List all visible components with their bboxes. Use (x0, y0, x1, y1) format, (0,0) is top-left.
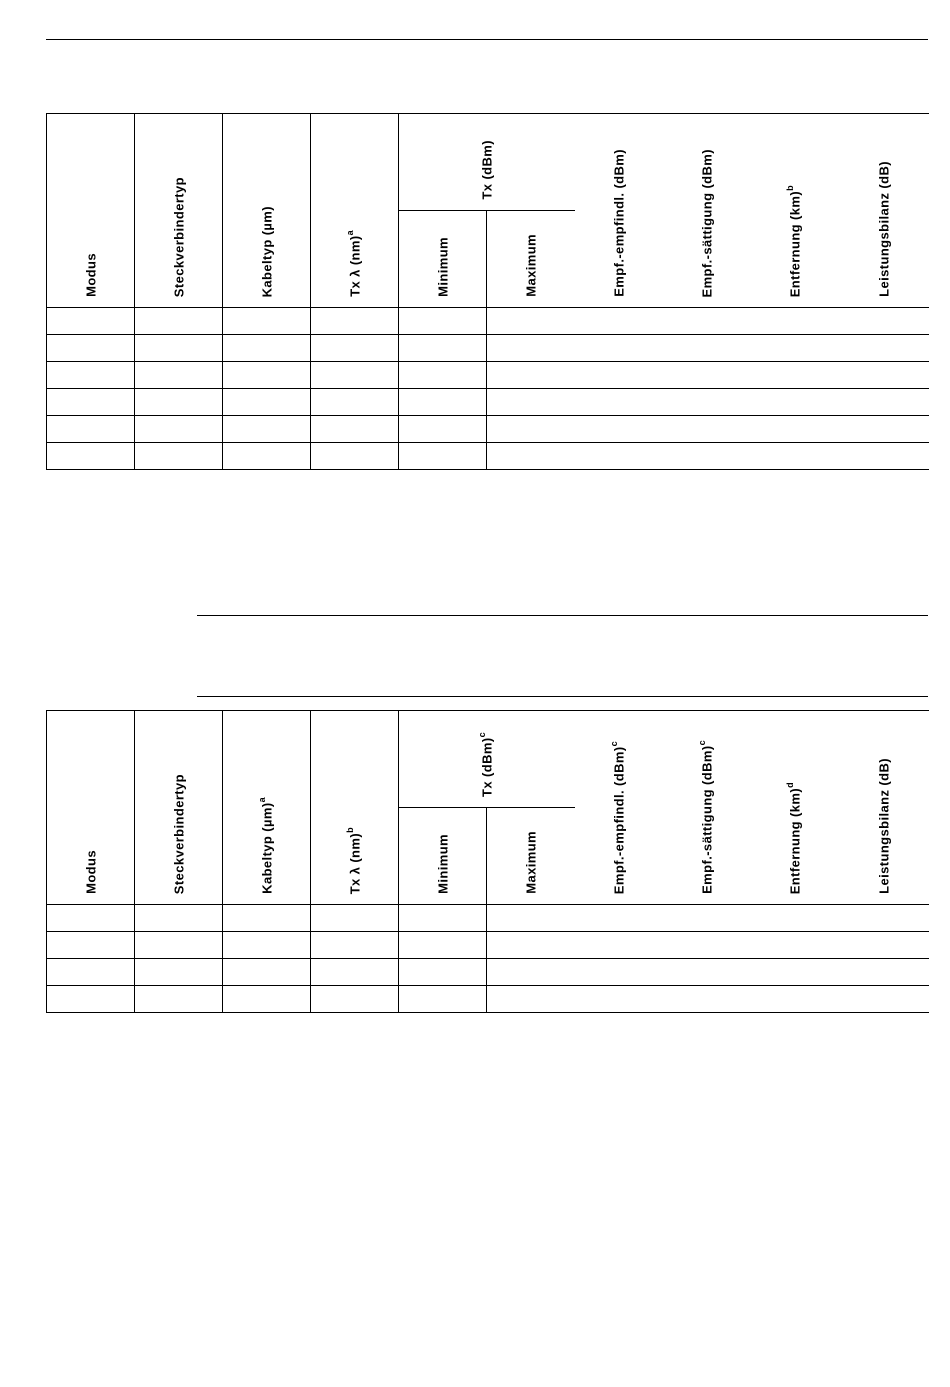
page-top-rule (46, 39, 928, 40)
footnote-marker: c (696, 740, 707, 746)
header-maximum: Maximum (487, 211, 575, 308)
header-entfernung: Entfernung (km)$^b$ (751, 114, 839, 308)
table-2 (46, 710, 929, 1013)
header-steckverbindertyp: Steckverbindertyp (135, 114, 223, 308)
header-modus: Modus (47, 711, 135, 905)
table-1 (46, 113, 929, 470)
header-kabeltyp: Kabeltyp $(\mu m)^a$ (223, 711, 311, 905)
header-empf-saettigung: Empf.-sättigung (dBm)$^c$ (663, 711, 751, 905)
table-row (47, 986, 929, 1013)
table-row (47, 335, 929, 362)
header-tx-dbm: Tx (dBm)$^c$ (399, 711, 575, 808)
header-empf-empfindl: Empf.-empfindl. (dBm)$^c$ (575, 711, 663, 905)
header-leistungsbilanz: Leistungsbilanz (dB) (839, 711, 929, 905)
header-steckverbindertyp: Steckverbindertyp (135, 711, 223, 905)
header-empf-saettigung: Empf.-sättigung (dBm) (663, 114, 751, 308)
header-leistungsbilanz: Leistungsbilanz (dB) (839, 114, 929, 308)
table-row (47, 905, 929, 932)
header-tx-lambda: Tx λ (nm)$^a$ (311, 114, 399, 308)
header-minimum: Minimum (399, 211, 487, 308)
footnote-marker: d (784, 781, 795, 788)
table-row (47, 362, 929, 389)
header-modus: Modus (47, 114, 135, 308)
table-row (47, 443, 929, 470)
header-minimum: Minimum (399, 808, 487, 905)
header-entfernung: Entfernung (km)$^d$ (751, 711, 839, 905)
header-maximum: Maximum (487, 808, 575, 905)
footnote-marker: b (784, 184, 795, 191)
footnote-marker: c (608, 740, 619, 747)
table-row (47, 389, 929, 416)
table-row (47, 959, 929, 986)
header-tx-dbm: Tx (dBm) (399, 114, 575, 211)
table-row (47, 308, 929, 335)
footnote-marker: a (256, 797, 267, 803)
table-row (47, 932, 929, 959)
footnote-marker: c (476, 732, 487, 738)
footnote-marker: b (344, 826, 355, 833)
footnote-marker: a (344, 230, 355, 236)
header-tx-lambda: Tx λ (nm)$^b$ (311, 711, 399, 905)
table-row (47, 416, 929, 443)
header-empf-empfindl: Empf.-empfindl. (dBm) (575, 114, 663, 308)
section-rule-top (197, 615, 928, 616)
section-rule-bottom (197, 696, 928, 697)
header-kabeltyp: Kabeltyp (µm) (223, 114, 311, 308)
